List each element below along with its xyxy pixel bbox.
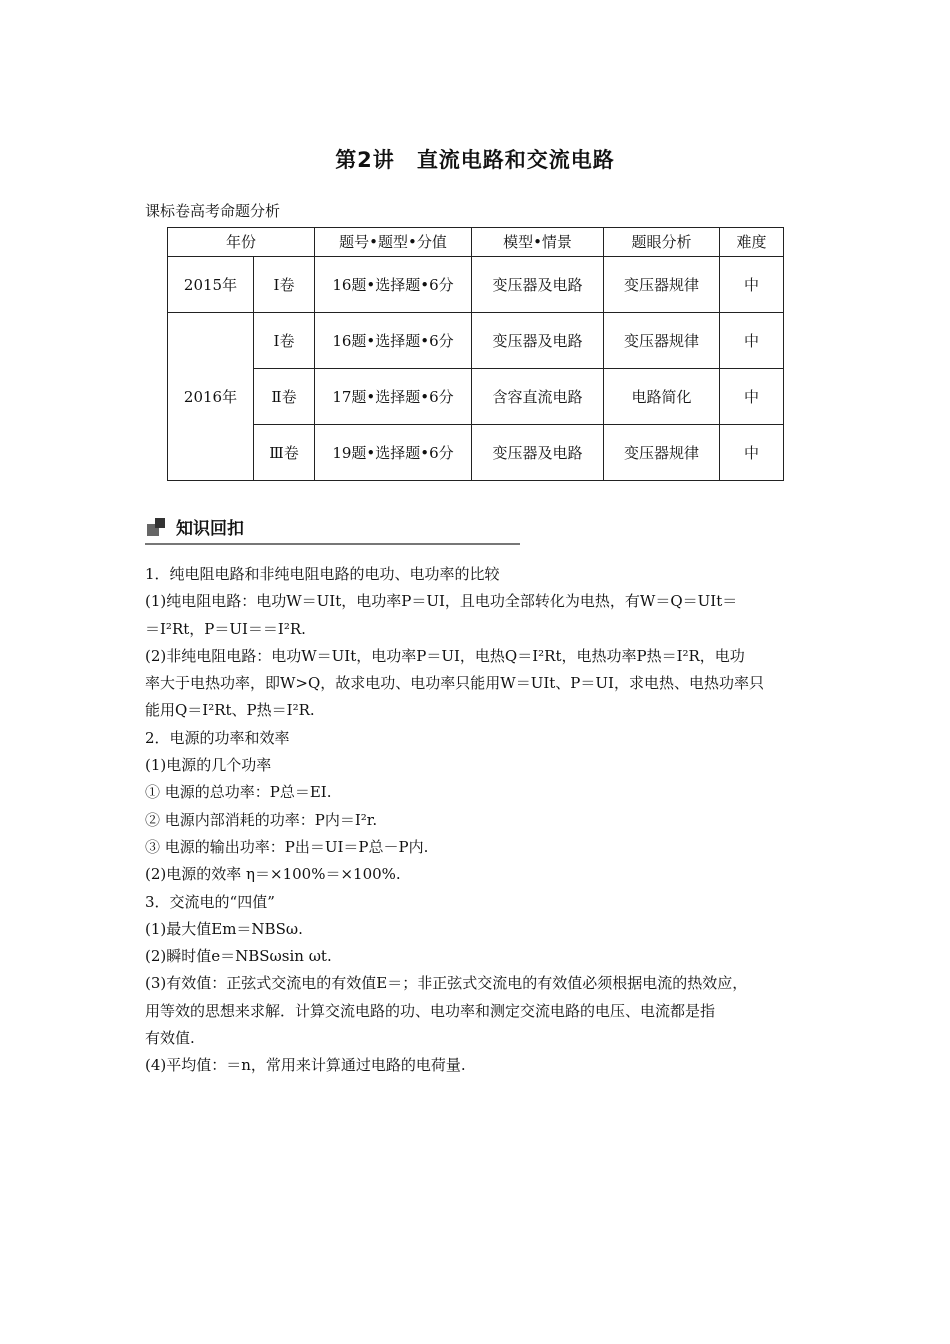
content-line: (1)最大值Em＝NBSω. bbox=[145, 919, 303, 938]
header-year: 年份 bbox=[168, 228, 315, 257]
content-line: 3．交流电的“四值” bbox=[145, 892, 275, 911]
lecture-number: 第2讲 bbox=[335, 148, 395, 172]
paper-cell: Ⅰ卷 bbox=[254, 313, 315, 369]
header-question: 题号•题型•分值 bbox=[315, 228, 472, 257]
model-cell: 含容直流电路 bbox=[472, 369, 604, 425]
content-line: (2)瞬时值e＝NBSωsin ωt. bbox=[145, 947, 332, 966]
difficulty-cell: 中 bbox=[720, 369, 784, 425]
content-line: (3)有效值：正弦式交流电的有效值E＝；非正弦式交流电的有效值必须根据电流的热效应， bbox=[145, 974, 748, 993]
knowledge-review-content bbox=[145, 561, 809, 1080]
exam-analysis-table bbox=[167, 227, 784, 481]
section-marker-icon bbox=[155, 518, 165, 528]
content-line: 率大于电热功率，即W>Q，故求电功、电功率只能用W＝UIt、P＝UI，求电热、电热功率只 bbox=[145, 674, 764, 693]
content-line: 2．电源的功率和效率 bbox=[145, 728, 290, 747]
content-line: ③ 电源的输出功率：P出＝UI＝P总－P内. bbox=[145, 837, 429, 856]
question-cell: 17题•选择题•6分 bbox=[315, 369, 472, 425]
content-line: ① 电源的总功率：P总＝EI. bbox=[145, 783, 332, 802]
paper-cell: Ⅲ卷 bbox=[254, 425, 315, 481]
content-line: (4)平均值：＝n，常用来计算通过电路的电荷量. bbox=[145, 1056, 466, 1075]
model-cell: 变压器及电路 bbox=[472, 257, 604, 313]
difficulty-cell: 中 bbox=[720, 425, 784, 481]
content-line: 能用Q＝I²Rt、P热＝I²R. bbox=[145, 701, 315, 720]
page-title bbox=[0, 144, 950, 174]
header-focus: 题眼分析 bbox=[604, 228, 720, 257]
table-caption: 课标卷高考命题分析 bbox=[145, 202, 281, 220]
content-line: ② 电源内部消耗的功率：P内＝I²r. bbox=[145, 810, 378, 829]
paper-cell: Ⅱ卷 bbox=[254, 369, 315, 425]
year-cell: 2016年 bbox=[168, 313, 254, 481]
focus-cell: 变压器规律 bbox=[604, 425, 720, 481]
difficulty-cell: 中 bbox=[720, 313, 784, 369]
table-row bbox=[168, 425, 784, 481]
header-model: 模型•情景 bbox=[472, 228, 604, 257]
table-header-row bbox=[168, 228, 784, 257]
question-cell: 19题•选择题•6分 bbox=[315, 425, 472, 481]
table-row bbox=[168, 257, 784, 313]
table-row bbox=[168, 313, 784, 369]
difficulty-cell: 中 bbox=[720, 257, 784, 313]
header-difficulty: 难度 bbox=[720, 228, 784, 257]
paper-cell: Ⅰ卷 bbox=[254, 257, 315, 313]
content-line: 有效值. bbox=[145, 1029, 195, 1048]
question-cell: 16题•选择题•6分 bbox=[315, 257, 472, 313]
content-line: 1．纯电阻电路和非纯电阻电路的电功、电功率的比较 bbox=[145, 565, 500, 583]
question-cell: 16题•选择题•6分 bbox=[315, 313, 472, 369]
content-line: 用等效的思想来求解．计算交流电路的功、电功率和测定交流电路的电压、电流都是指 bbox=[145, 1001, 716, 1020]
model-cell: 变压器及电路 bbox=[472, 313, 604, 369]
model-cell: 变压器及电路 bbox=[472, 425, 604, 481]
content-line: (1)电源的几个功率 bbox=[145, 756, 272, 775]
focus-cell: 变压器规律 bbox=[604, 313, 720, 369]
section-heading bbox=[145, 513, 520, 545]
table-row bbox=[168, 369, 784, 425]
focus-cell: 变压器规律 bbox=[604, 257, 720, 313]
lecture-title: 直流电路和交流电路 bbox=[416, 148, 615, 172]
focus-cell: 电路简化 bbox=[604, 369, 720, 425]
section-title: 知识回扣 bbox=[176, 519, 244, 539]
content-line: (2)非纯电阻电路：电功W＝UIt，电功率P＝UI，电热Q＝I²Rt，电热功率P热＝I²R，电功 bbox=[145, 646, 745, 665]
content-line: (2)电源的效率 η＝×100%＝×100%. bbox=[145, 865, 401, 884]
year-cell: 2015年 bbox=[168, 257, 254, 313]
content-line: ＝I²Rt，P＝UI＝＝I²R. bbox=[145, 619, 306, 638]
content-line: (1)纯电阻电路：电功W＝UIt，电功率P＝UI，且电功全部转化为电热，有W＝Q＝UIt＝ bbox=[145, 592, 738, 611]
